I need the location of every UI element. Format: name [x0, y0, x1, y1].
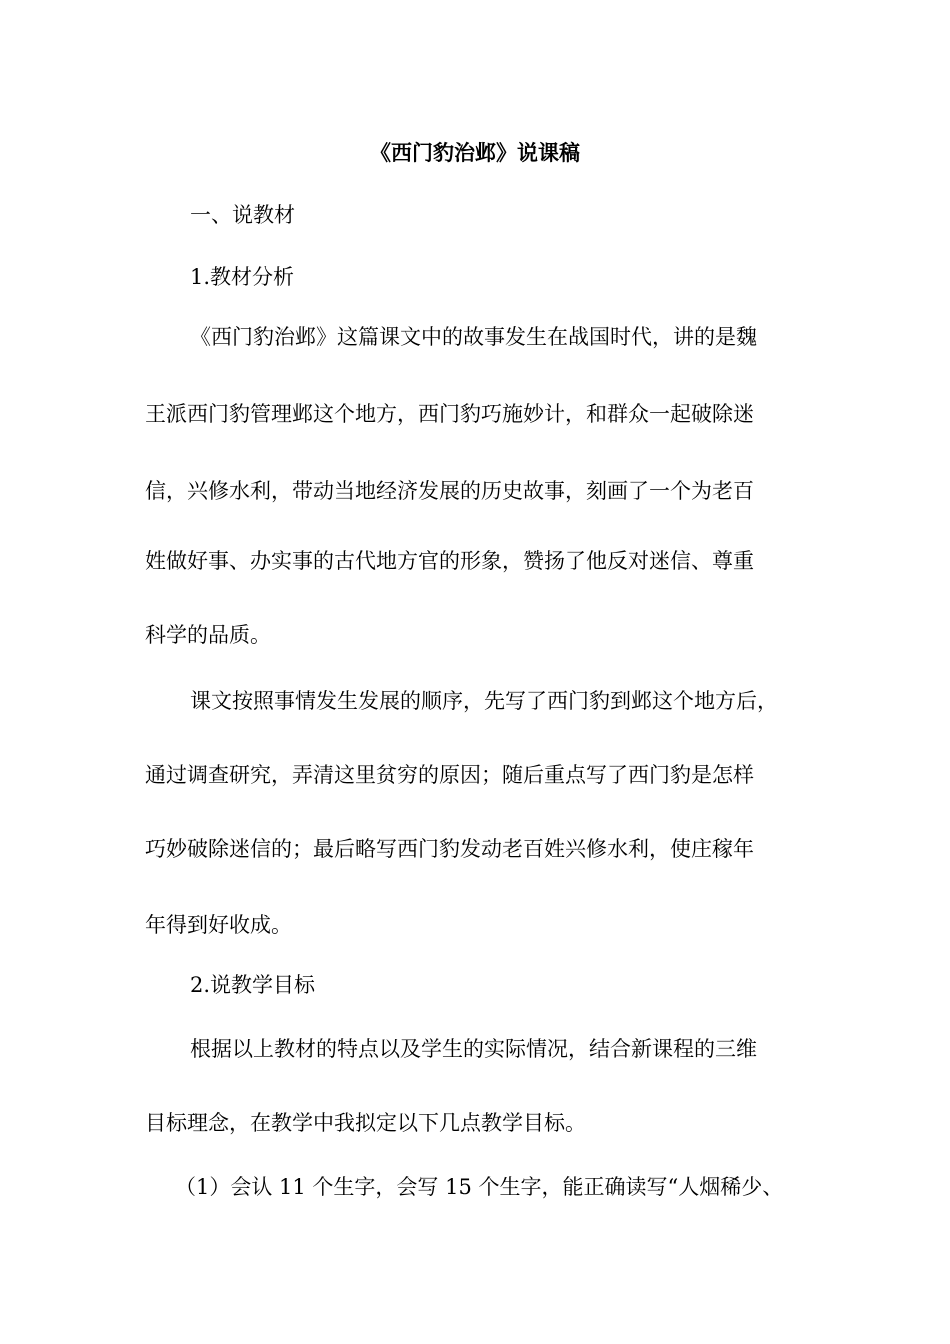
- paragraph-line: 《西门豹治邺》这篇课文中的故事发生在战国时代，讲的是魏: [190, 325, 757, 349]
- paragraph-line: 目标理念，在教学中我拟定以下几点教学目标。: [145, 1111, 586, 1135]
- paragraph-line: 姓做好事、办实事的古代地方官的形象，赞扬了他反对迷信、尊重: [145, 549, 754, 573]
- subsection-heading: 1.教材分析: [190, 265, 295, 289]
- paragraph-line: 巧妙破除迷信的；最后略写西门豹发动老百姓兴修水利，使庄稼年: [145, 837, 754, 861]
- paragraph-line: 根据以上教材的特点以及学生的实际情况，结合新课程的三维: [190, 1037, 757, 1061]
- paragraph-line: 年得到好收成。: [145, 913, 292, 937]
- subsection-heading: 2.说教学目标: [190, 973, 316, 997]
- list-item: （1）会认 11 个生字，会写 15 个生字，能正确读写“人烟稀少、: [175, 1175, 784, 1199]
- section-heading: 一、说教材: [190, 203, 295, 227]
- paragraph-line: 课文按照事情发生发展的顺序，先写了西门豹到邺这个地方后，: [190, 689, 778, 713]
- paragraph-line: 信，兴修水利，带动当地经济发展的历史故事，刻画了一个为老百: [145, 479, 754, 503]
- paragraph-line: 王派西门豹管理邺这个地方，西门豹巧施妙计，和群众一起破除迷: [145, 402, 754, 426]
- paragraph-line: 通过调查研究，弄清这里贫穷的原因；随后重点写了西门豹是怎样: [145, 763, 754, 787]
- paragraph-line: 科学的品质。: [145, 623, 271, 647]
- document-title: 《西门豹治邺》说课稿: [370, 140, 580, 165]
